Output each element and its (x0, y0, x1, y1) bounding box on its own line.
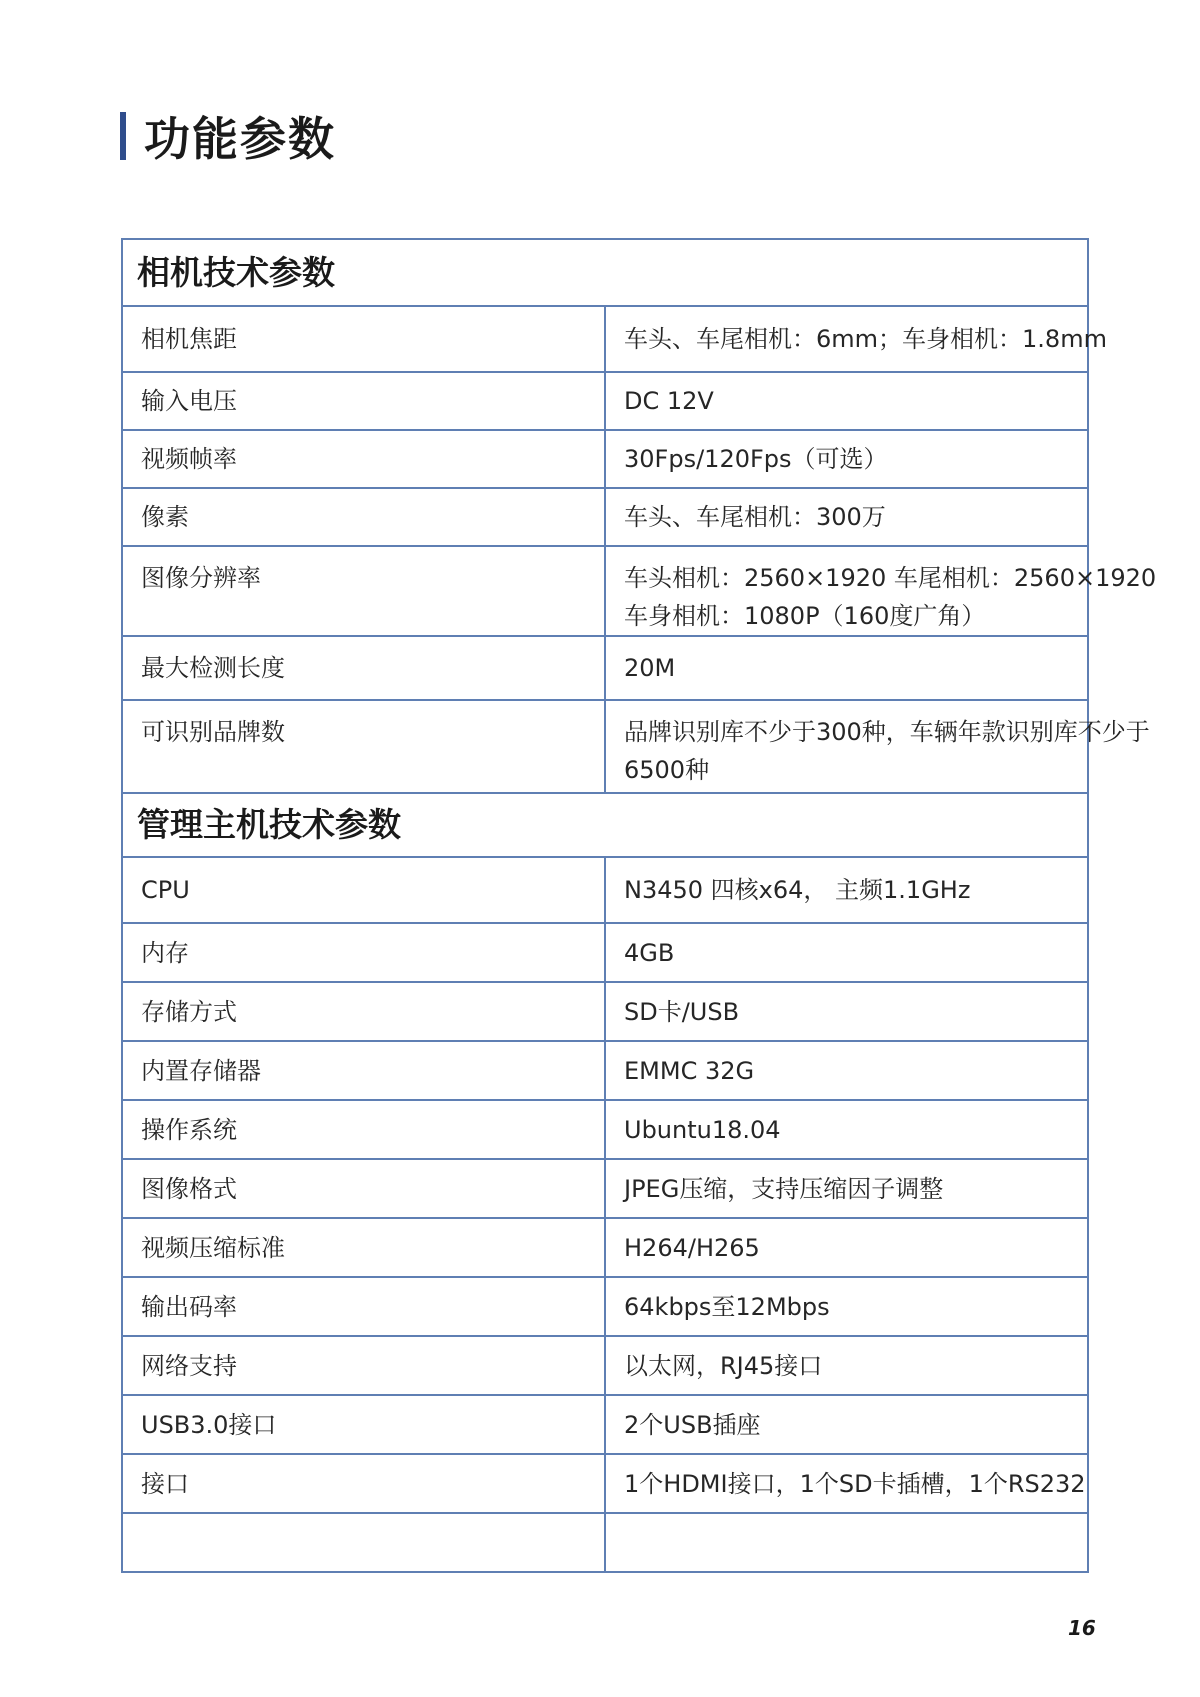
spec-row (122, 1159, 1088, 1218)
spec-label: 接口 (122, 1454, 605, 1513)
spec-label: 视频压缩标准 (122, 1218, 605, 1277)
spec-value-line: 2个USB插座 (624, 1410, 761, 1439)
spec-label: 存储方式 (122, 982, 605, 1041)
section-title: 管理主机技术参数 (122, 793, 1088, 857)
spec-row (122, 1336, 1088, 1395)
spec-row (122, 700, 1088, 793)
spec-value (605, 1454, 1088, 1513)
spec-value-line: 30Fps/120Fps（可选） (624, 445, 888, 473)
spec-label: 内置存储器 (122, 1041, 605, 1100)
spec-value (605, 700, 1150, 793)
spec-value-line: N3450 四核x64， 主频1.1GHz (624, 876, 971, 904)
spec-value-line: JPEG压缩，支持压缩因子调整 (624, 1174, 944, 1203)
spec-value (605, 1041, 1088, 1100)
spec-value (605, 430, 1088, 488)
spec-label: 最大检测长度 (122, 636, 605, 700)
spec-row (122, 488, 1088, 546)
spec-row (122, 546, 1088, 636)
spec-row (122, 1041, 1088, 1100)
spec-value-line: 以太网，RJ45接口 (624, 1351, 823, 1380)
title-accent-bar (120, 112, 126, 160)
spec-value (605, 372, 1088, 430)
spec-table (121, 238, 1157, 1573)
spec-value-line: 车身相机：1080P（160度广角） (624, 602, 986, 630)
spec-value-line: 6500种 (624, 756, 710, 784)
spec-label: 像素 (122, 488, 605, 546)
page-header (120, 108, 336, 164)
spec-value-line: 20M (624, 654, 676, 682)
spec-label (122, 1513, 605, 1572)
spec-value (605, 1336, 1088, 1395)
spec-label: 相机焦距 (122, 306, 605, 372)
spec-row (122, 1100, 1088, 1159)
spec-row (122, 1218, 1088, 1277)
spec-value (605, 1277, 1088, 1336)
spec-label: 内存 (122, 923, 605, 982)
spec-value (605, 488, 1088, 546)
spec-row (122, 1513, 1088, 1572)
spec-label: USB3.0接口 (122, 1395, 605, 1454)
section-header-row (122, 793, 1088, 857)
spec-label: 可识别品牌数 (122, 700, 605, 793)
spec-value-line: 64kbps至12Mbps (624, 1292, 830, 1321)
spec-value-line: Ubuntu18.04 (624, 1115, 781, 1144)
spec-row (122, 982, 1088, 1041)
spec-value-line: SD卡/USB (624, 997, 740, 1026)
spec-label: CPU (122, 857, 605, 923)
page-number: 16 (1068, 1616, 1096, 1640)
spec-row (122, 636, 1088, 700)
spec-label: 输出码率 (122, 1277, 605, 1336)
spec-value-line: H264/H265 (624, 1233, 760, 1262)
spec-value-line: 4GB (624, 938, 675, 967)
spec-value (605, 636, 1088, 700)
spec-label: 视频帧率 (122, 430, 605, 488)
page-title: 功能参数 (144, 112, 336, 166)
spec-value (605, 857, 1088, 923)
spec-value-line: 品牌识别库不少于300种，车辆年款识别库不少于 (624, 718, 1150, 746)
spec-label: 输入电压 (122, 372, 605, 430)
spec-value-line: 1个HDMI接口，1个SD卡插槽，1个RS232 (624, 1469, 1086, 1498)
spec-row (122, 430, 1088, 488)
spec-row (122, 857, 1088, 923)
spec-label: 图像格式 (122, 1159, 605, 1218)
spec-row (122, 1395, 1088, 1454)
spec-value (605, 1218, 1088, 1277)
spec-value (605, 1513, 1088, 1572)
spec-row (122, 372, 1088, 430)
spec-label: 图像分辨率 (122, 546, 605, 636)
spec-value (605, 1100, 1088, 1159)
spec-value (605, 306, 1107, 372)
spec-value-line: EMMC 32G (624, 1056, 755, 1085)
spec-label: 网络支持 (122, 1336, 605, 1395)
spec-row (122, 1277, 1088, 1336)
spec-row (122, 306, 1088, 372)
spec-value (605, 546, 1157, 636)
spec-value (605, 1395, 1088, 1454)
spec-value (605, 1159, 1088, 1218)
spec-row (122, 923, 1088, 982)
spec-label: 操作系统 (122, 1100, 605, 1159)
spec-value-line: 车头、车尾相机：6mm；车身相机：1.8mm (624, 325, 1107, 353)
spec-value (605, 982, 1088, 1041)
spec-value-line: 车头相机：2560×1920 车尾相机：2560×1920 (624, 564, 1157, 592)
spec-value-line: DC 12V (624, 387, 714, 415)
spec-value-line: 车头、车尾相机：300万 (624, 503, 886, 531)
spec-value (605, 923, 1088, 982)
spec-row (122, 1454, 1088, 1513)
section-title: 相机技术参数 (122, 239, 1088, 306)
section-header-row (122, 239, 1088, 306)
